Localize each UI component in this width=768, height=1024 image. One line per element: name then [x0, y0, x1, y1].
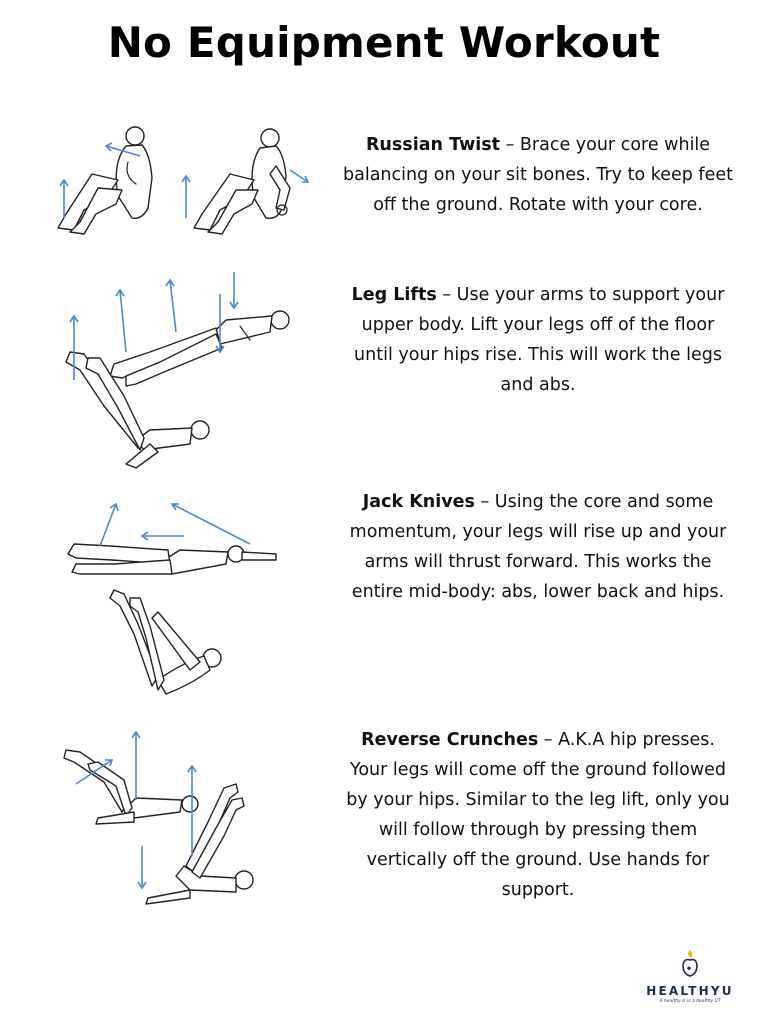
reverse-crunches-figure-1	[64, 750, 198, 824]
reverse-crunches-illustration	[40, 726, 320, 916]
leg-lifts-figure-1	[110, 311, 289, 386]
jack-knives-figure-1	[68, 544, 276, 574]
exercise-name: Reverse Crunches	[361, 730, 539, 750]
russian-twist-description	[342, 130, 734, 220]
jack-knives-description	[342, 487, 734, 607]
apple-flame-icon	[678, 948, 702, 978]
brand-name: HEALTHYU	[646, 984, 734, 998]
healthyu-logo	[640, 948, 740, 1004]
russian-twist-figure-1	[58, 127, 152, 234]
exercise-text: – A.K.A hip presses. Your legs will come off the ground followed by your hips. Similar to the leg lift, only you will follow through by pressing them vertically off the ground. Use hands for support.	[346, 730, 730, 900]
brand-tagline: A healthy U is a healthy UT	[659, 999, 721, 1004]
russian-twist-figure-2	[194, 129, 290, 234]
exercise-name: Russian Twist	[365, 135, 501, 155]
jack-knives-illustration	[40, 494, 320, 709]
exercise-text: – Brace your core while balancing on your sit bones. Try to keep feet off the ground. Rotate with your core.	[343, 135, 733, 215]
reverse-crunches-description	[342, 725, 734, 905]
page-title: No Equipment Workout	[107, 18, 661, 67]
exercise-name: Leg Lifts	[351, 285, 437, 305]
jack-knives-figure-2	[110, 590, 221, 694]
russian-twist-illustration	[40, 118, 320, 243]
jack-knives-arrows	[100, 504, 250, 546]
exercise-name: Jack Knives	[362, 492, 475, 512]
leg-lifts-illustration	[40, 268, 320, 478]
exercise-text: – Using the core and some momentum, your legs will rise up and your arms will thrust forward. This works the entire mid-body: abs, lower back and hips.	[349, 492, 727, 602]
exercise-text: – Use your arms to support your upper body. Lift your legs off of the floor until your hips rise. This will work the legs and abs.	[354, 285, 725, 395]
leg-lifts-description	[342, 280, 734, 400]
